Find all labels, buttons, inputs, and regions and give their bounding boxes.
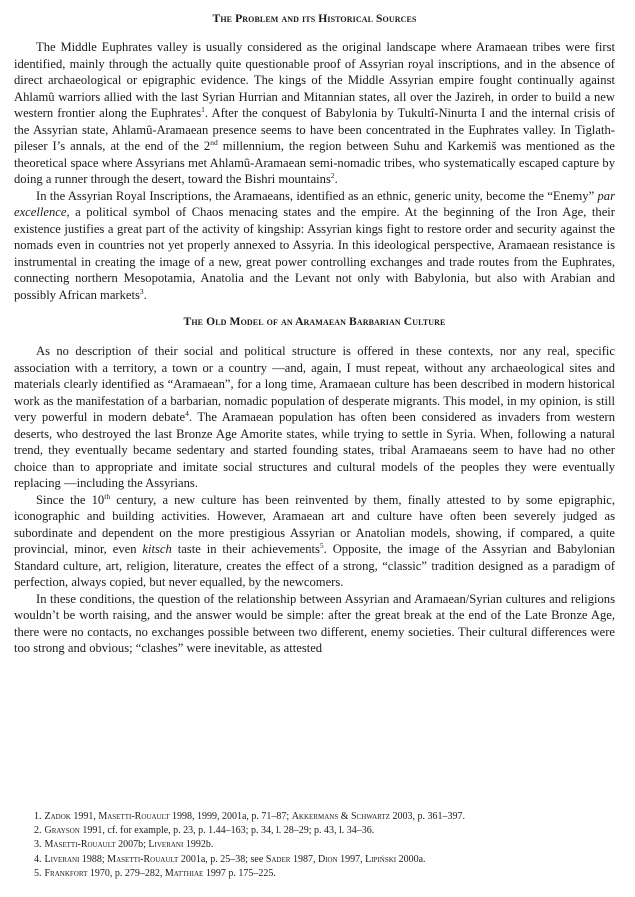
text-run: 1997 p. 175–225. <box>203 867 276 879</box>
author-name: Akkermans & Schwartz <box>291 811 390 822</box>
text-run: In the Assyrian Royal Inscriptions, the Aramaeans, identified as an ethnic, generic unity, become the “Enemy” <box>36 188 598 203</box>
text-run: taste in their achievements <box>171 542 320 556</box>
author-name: Liverani <box>148 839 184 851</box>
text-run: 1991, cf. for example, p. 23, p. 1.44–163; p. 34, l. 28–29; p. 43, l. 34–36. <box>79 825 375 837</box>
text-run: 1988; <box>79 853 108 865</box>
footnote-ref: 4 <box>185 408 189 418</box>
text-run: . After the conquest of Babylonia by Tukultî-Ninurta I and the internal crisis of the Assyrian state, Ahlamû-Aramaean presence seems to have been concentrated in the Euphrates valley. In Tiglath-pileser I’s annals, at the end of the 2 <box>14 106 615 153</box>
paragraph <box>14 188 615 304</box>
footnote-number: 4. <box>34 853 42 865</box>
text-run: In these conditions, the question of the relationship between Assyrian and Aramaean/Syrian cultures and religions wouldn’t be worth raising, and the answer would be simple: after the great break at the end of the Late Bronze Age, there were no contacts, no exchanges possible between two different, enemy societies. Their cultural differences were too strong and obvious; “clashes” were inevitable, as attested <box>14 591 615 655</box>
paragraph <box>14 39 615 188</box>
footnote-3 <box>34 838 615 852</box>
text-run: 2007b; <box>115 839 149 851</box>
footnote-5 <box>34 867 615 881</box>
footnotes <box>34 810 615 881</box>
footnote-text <box>45 811 465 822</box>
footnote-ref: th <box>104 491 111 501</box>
footnote-number: 1. <box>34 811 42 822</box>
author-name: Grayson <box>44 825 80 837</box>
text-run: 1987, <box>290 853 318 865</box>
text-run: 1991, <box>70 811 99 822</box>
footnote-4 <box>34 853 615 867</box>
footnote-ref: nd <box>210 137 218 147</box>
text-run: 1970, p. 279–282, <box>87 867 165 879</box>
text-run: Since the 10 <box>36 492 105 507</box>
author-name: Sader <box>265 853 291 865</box>
text-run: 2003, p. 361–397. <box>389 811 465 822</box>
footnote-text <box>45 854 426 865</box>
text-run: . <box>334 172 338 186</box>
footnote-ref: 1 <box>201 104 205 114</box>
text-run: . Opposite, the image of the Assyrian and Babylonian Standard culture, art, religion, literature, creates the effect of a strong, “classic” tradition designed as a paradigm of perfection, always copied, but never equalled, by the newcomers. <box>14 542 615 589</box>
footnote-text <box>45 825 375 836</box>
text-run: . The Aramaean population has often been considered as invaders from western deserts, who destroyed the last Bronze Age Amorite states, while trying to settle in Syria. When, following a natural trend, they eventually became sedentary and started founding states, tribal Aramaeans seem to have had no other choice than to appropriate and imitate social structures and cultural models of the peoples they were eventually replacing —including the Assyrians. <box>14 410 615 490</box>
text-run: . <box>143 287 147 302</box>
text-run: , a political symbol of Chaos menacing states and the empire. At the beginning of the Iron Age, their existence justifies a great part of the activity of kingship: Assyrian kings fight to restore order and security against the nomads even in countries not yet properly annexed to Assyria. In this ideological perspective, Aramaean resistance is instrumental in creating the image of a new, great power controlling exchanges and trade routes from the Euphrates, connecting northern Mesopotamia, Anatolia and the Levant not only with Babylonia, but also with Arabian and possibly African markets <box>14 205 615 302</box>
paragraph <box>14 591 615 657</box>
author-name: Zadok <box>44 811 71 822</box>
author-name: Liverani <box>44 853 80 865</box>
emphasis: kitsch <box>142 542 172 556</box>
section-body-problem <box>14 39 615 303</box>
footnote-number: 3. <box>34 839 42 851</box>
footnote-ref: 5 <box>319 540 324 550</box>
footnote-number: 5. <box>34 867 42 879</box>
author-name: Masetti-Rouault <box>44 839 116 851</box>
text-run: millennium, the region between Suhu and Karkemiš was mentioned as the theoretical space where Assyrians met Ahlamû-Aramaean semi-nomadic tribes, who systematically escaped capture by doing a runner through the desert, toward the Bishri mountains <box>14 139 615 186</box>
footnote-number: 2. <box>34 825 42 837</box>
footnote-1 <box>34 810 615 824</box>
text-run: 2000a. <box>396 853 426 865</box>
section-body-old-model <box>14 343 615 657</box>
footnote-ref: 3 <box>139 286 144 296</box>
author-name: Masetti-Rouault <box>107 853 179 865</box>
text-run: The Middle Euphrates valley is usually considered as the original landscape where Aramaean tribes were first identified, mainly through the actually quite questionable proof of Assyrian royal inscriptions, and in the absence of direct archaeological or epigraphic evidence. The kings of the Middle Assyrian empire fought continually against Ahlamû warriors allied with the last Syrian Hurrian and Mitannian states, all over the Jazireh, in order to build a new western frontier along the Euphrates <box>14 40 615 120</box>
text-run: century, a new culture has been reinvented by them, finally attested to by some epigraphic, iconographic and building activities. However, Aramaean art and culture have often been severely judged as subordinate and dependent on the more prestigious Assyrian or Anatolian models, showing, if compared, a quite provincial, minor, even <box>14 492 615 556</box>
text-run: 1997, <box>337 853 366 865</box>
author-name: Dion <box>317 853 338 865</box>
text-run: 1998, 1999, 2001a, p. 71–87; <box>169 811 292 822</box>
paragraph <box>14 343 615 492</box>
author-name: Masetti-Rouault <box>98 811 170 822</box>
footnote-2 <box>34 824 615 838</box>
section-heading-problem: The Problem and its Historical Sources <box>212 12 417 25</box>
footnote-ref: 2 <box>330 170 335 180</box>
author-name: Matthiae <box>164 867 204 879</box>
text-run: As no description of their social and political structure is offered in these contexts, nor any real, specific association with a territory, a town or a country —and, again, I must repeat, without any archaeological sites and materials clearly identified as “Aramaean”, for a long time, Aramaean culture has been described in modern historical work as the manifestation of a barbarian, nomadic population of desperate migrants. This model, in my opinion, is still very powerful in modern debate <box>14 344 615 424</box>
emphasis: par excellence <box>14 188 615 219</box>
text-run: 1992b. <box>183 839 214 851</box>
author-name: Frankfort <box>44 867 88 879</box>
footnote-text <box>45 839 214 850</box>
section-heading-old-model: The Old Model of an Aramaean Barbarian Culture <box>183 315 446 328</box>
author-name: Lipiński <box>365 853 397 865</box>
text-run: 2001a, p. 25–38; see <box>178 853 266 865</box>
paragraph <box>14 492 615 591</box>
footnote-text <box>45 868 276 879</box>
